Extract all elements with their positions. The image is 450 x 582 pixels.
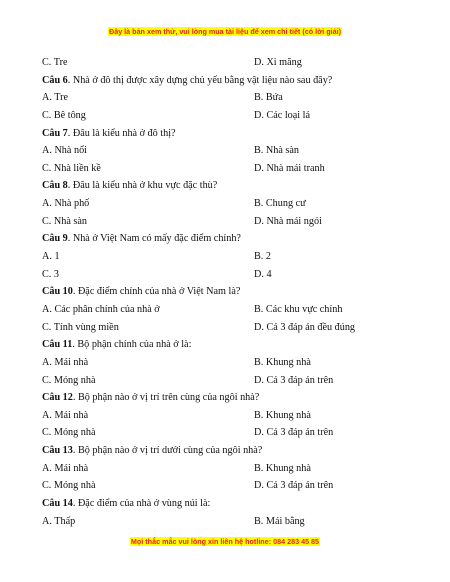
option-a: A. Nhà phố	[42, 198, 90, 210]
question-list	[42, 54, 412, 530]
option-c: C. Móng nhà	[42, 374, 96, 386]
options-row	[42, 89, 412, 107]
options-row	[42, 248, 412, 266]
question-14-stem	[42, 495, 412, 513]
option-d: D. Cả 3 đáp án đều đúng	[254, 321, 356, 333]
option-b: B. Khung nhà	[254, 356, 311, 368]
option-a: A. Nhà nổi	[42, 145, 87, 157]
question-10-stem	[42, 283, 412, 301]
options-row	[42, 372, 412, 390]
option-b: B. Khung nhà	[254, 462, 311, 474]
question-text: . Nhà ở đô thị được xây dựng chủ yếu bằng vật liệu nào sau đây?	[67, 74, 333, 86]
question-7-stem	[42, 125, 412, 143]
options-row	[42, 477, 412, 495]
option-d: D. Nhà mái tranh	[254, 162, 325, 174]
options-row	[42, 195, 412, 213]
question-number: Câu 10	[42, 286, 73, 298]
option-c: C. 3	[42, 268, 59, 280]
question-13-stem	[42, 442, 412, 460]
options-row	[42, 142, 412, 160]
option-b: B. Nhà sàn	[254, 145, 299, 157]
question-number: Câu 8	[42, 180, 68, 192]
preview-notice-text: Đây là bản xem thử, vui lòng mua tài liệu để xem chi tiết (có lời giải)	[109, 27, 341, 36]
option-a: A. Các phân chính của nhà ở	[42, 303, 160, 315]
options-row	[42, 107, 412, 125]
option-a: A. Thấp	[42, 515, 76, 527]
question-12-stem	[42, 389, 412, 407]
question-text: . Nhà ở Việt Nam có mấy đặc điểm chính?	[67, 233, 241, 245]
option-c: C. Móng nhà	[42, 427, 96, 439]
question-text: . Đâu là kiểu nhà ở khu vực đặc thù?	[67, 180, 218, 192]
option-b: B. Chung cư	[254, 198, 306, 210]
options-row	[42, 319, 412, 337]
option-b: B. 2	[254, 251, 271, 263]
question-number: Câu 9	[42, 233, 68, 245]
question-number: Câu 14	[42, 498, 73, 510]
option-b: B. Mái bằng	[254, 515, 305, 527]
option-c: C. Nhà liền kề	[42, 162, 101, 174]
options-row	[42, 301, 412, 319]
question-11-stem	[42, 336, 412, 354]
options-row	[42, 424, 412, 442]
question-text: . Đâu là kiểu nhà ở đô thị?	[67, 127, 176, 139]
question-9-stem	[42, 230, 412, 248]
question-text: . Bộ phận nào ở vị trí trên cùng của ngôi nhà?	[72, 392, 260, 404]
hotline-notice-banner	[0, 537, 450, 547]
option-a: A. Mái nhà	[42, 356, 89, 368]
option-c: C. Tre	[42, 57, 68, 68]
option-a: A. Tre	[42, 92, 69, 104]
question-text: . Đặc điểm chính của nhà ở Việt Nam là?	[72, 286, 241, 298]
options-row	[42, 513, 412, 531]
question-6-stem	[42, 72, 412, 90]
option-d: D. Các loại lá	[254, 109, 311, 121]
options-row	[42, 354, 412, 372]
question-text: . Đặc điểm của nhà ở vùng núi là:	[72, 498, 211, 510]
question-number: Câu 12	[42, 392, 73, 404]
option-a: A. 1	[42, 251, 60, 263]
preview-notice-banner	[0, 27, 450, 37]
option-d: D. 4	[254, 268, 272, 280]
question-number: Câu 11	[42, 339, 73, 351]
option-a: A. Mái nhà	[42, 409, 89, 421]
question-number: Câu 7	[42, 127, 68, 139]
options-row	[42, 266, 412, 284]
option-d: D. Xi măng	[254, 57, 302, 68]
option-c: C. Nhà sàn	[42, 215, 87, 227]
options-row	[42, 460, 412, 478]
option-c: C. Móng nhà	[42, 480, 96, 492]
option-b: B. Các khu vực chính	[254, 303, 343, 315]
hotline-notice-text: Mọi thắc mắc vui lòng xin liên hệ hotline: 084 283 45 85	[130, 537, 320, 546]
question-text: . Bộ phận nào ở vị trí dưới cùng của ngôi nhà?	[72, 445, 263, 457]
options-row	[42, 160, 412, 178]
option-c: C. Tính vùng miền	[42, 321, 119, 333]
option-d: D. Cả 3 đáp án trên	[254, 480, 334, 492]
question-8-stem	[42, 177, 412, 195]
question-number: Câu 13	[42, 445, 73, 457]
question-text: . Bộ phận chính của nhà ở là:	[72, 339, 192, 351]
options-row	[42, 213, 412, 231]
options-row-continued	[42, 54, 412, 72]
option-d: D. Nhà mái ngói	[254, 215, 322, 227]
option-c: C. Bê tông	[42, 109, 86, 121]
options-row	[42, 407, 412, 425]
option-b: B. Khung nhà	[254, 409, 311, 421]
option-a: A. Mái nhà	[42, 462, 89, 474]
option-d: D. Cả 3 đáp án trên	[254, 374, 334, 386]
question-number: Câu 6	[42, 74, 68, 86]
option-b: B. Bứa	[254, 92, 283, 104]
option-d: D. Cả 3 đáp án trên	[254, 427, 334, 439]
